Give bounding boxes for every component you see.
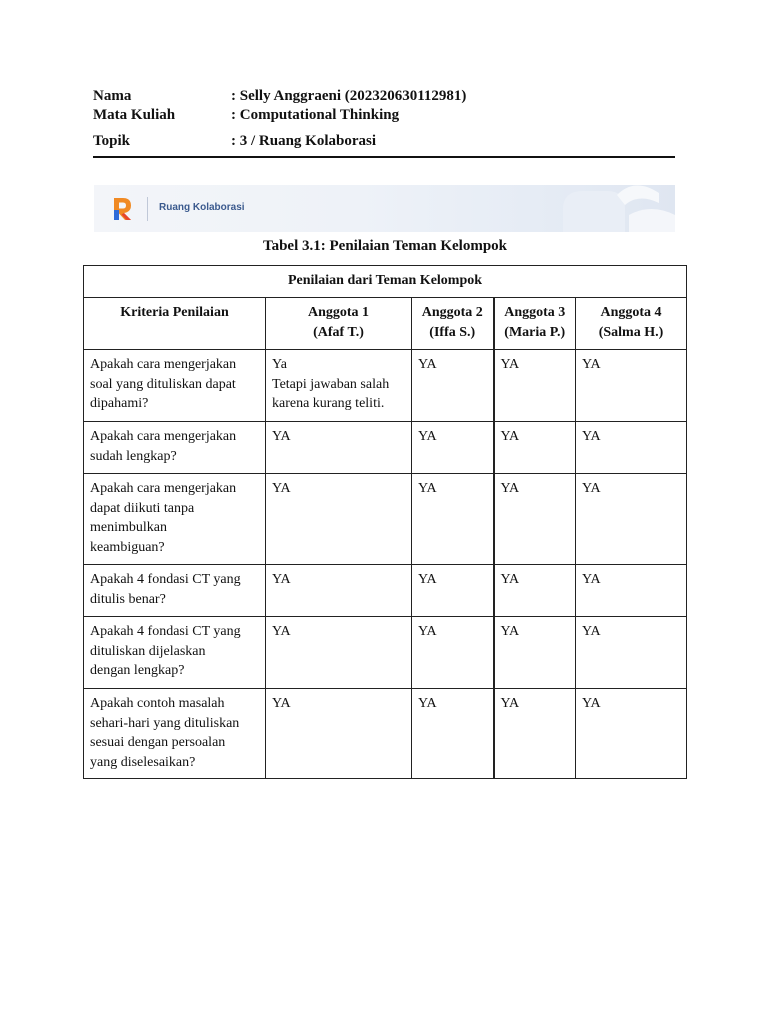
document-header: [93, 87, 675, 151]
criterion-line: Apakah cara mengerjakan: [90, 481, 237, 496]
header-row-mata-kuliah: [93, 106, 675, 125]
column-header-row: [84, 298, 687, 350]
answer-line: YA: [500, 624, 520, 639]
criterion-line: soal yang dituliskan dapat: [90, 376, 236, 392]
answer-line: YA: [418, 696, 437, 711]
table-row: [84, 422, 687, 474]
criterion-line: keambiguan?: [90, 539, 165, 555]
criterion-line: menimbulkan: [90, 520, 167, 535]
table-title: Penilaian dari Teman Kelompok: [84, 266, 687, 298]
answer-line: YA: [582, 624, 601, 639]
criterion-line: sesuai dengan persoalan: [90, 735, 226, 750]
criterion-cell: [84, 474, 266, 565]
answer-line: karena kurang teliti.: [272, 396, 385, 411]
criterion-line: sehari-hari yang dituliskan: [90, 715, 240, 731]
criterion-line: yang diselesaikan?: [90, 754, 196, 770]
table-row: [84, 617, 687, 689]
answer-line: YA: [272, 624, 291, 639]
criterion-line: sudah lengkap?: [90, 448, 177, 464]
answer-cell-member-2: [412, 422, 494, 474]
criterion-line: dapat diikuti tanpa: [90, 500, 195, 516]
answer-line: YA: [500, 357, 520, 372]
answer-line: YA: [500, 696, 520, 711]
criterion-cell: [84, 565, 266, 617]
answer-line: Tetapi jawaban salah: [272, 376, 390, 392]
answer-cell-member-4: [576, 350, 687, 422]
header-label-mata-kuliah: Mata Kuliah: [93, 107, 176, 123]
column-header-member-2: Anggota 2 (Iffa S.): [412, 298, 494, 350]
answer-line: YA: [418, 481, 437, 496]
answer-line: YA: [418, 357, 437, 372]
criterion-line: Apakah contoh masalah: [90, 696, 225, 711]
peer-assessment-table: [83, 265, 687, 779]
criterion-line: Apakah cara mengerjakan: [90, 429, 237, 444]
header-divider: [93, 156, 675, 158]
banner-decoration: [555, 185, 675, 232]
answer-cell-member-3: [494, 617, 576, 689]
answer-line: YA: [272, 696, 291, 711]
header-value-mata-kuliah: : Computational Thinking: [231, 107, 400, 123]
column-header-member-1: Anggota 1 (Afaf T.): [266, 298, 412, 350]
answer-line: YA: [272, 572, 291, 587]
column-header-criteria: Kriteria Penilaian: [84, 298, 266, 350]
criterion-line: Apakah cara mengerjakan: [90, 357, 237, 372]
answer-cell-member-3: [494, 422, 576, 474]
answer-line: YA: [418, 429, 437, 444]
answer-cell-member-4: [576, 474, 687, 565]
column-header-member-4: Anggota 4 (Salma H.): [576, 298, 687, 350]
answer-line: YA: [500, 572, 520, 587]
answer-cell-member-1: [266, 617, 412, 689]
banner-divider: [147, 197, 148, 221]
ruang-kolaborasi-banner: [94, 185, 675, 232]
answer-line: YA: [272, 429, 291, 444]
header-row-topik: [93, 132, 675, 151]
answer-cell-member-1: [266, 350, 412, 422]
answer-cell-member-4: [576, 422, 687, 474]
answer-cell-member-4: [576, 617, 687, 689]
answer-line: YA: [582, 429, 601, 444]
answer-cell-member-2: [412, 474, 494, 565]
ruang-kolaborasi-logo-icon: [112, 196, 134, 222]
table-row: [84, 350, 687, 422]
answer-cell-member-1: [266, 474, 412, 565]
answer-cell-member-2: [412, 617, 494, 689]
answer-cell-member-1: [266, 422, 412, 474]
criterion-line: dituliskan dijelaskan: [90, 643, 206, 659]
criterion-cell: [84, 689, 266, 779]
answer-line: YA: [582, 357, 601, 372]
criterion-line: dengan lengkap?: [90, 663, 185, 678]
answer-line: YA: [582, 481, 601, 496]
criterion-cell: [84, 617, 266, 689]
table-row: [84, 474, 687, 565]
header-label-nama: Nama: [93, 88, 132, 104]
answer-line: YA: [272, 481, 291, 496]
answer-cell-member-2: [412, 689, 494, 779]
criterion-line: ditulis benar?: [90, 591, 166, 607]
header-value-nama: : Selly Anggraeni (202320630112981): [231, 88, 467, 104]
answer-line: Ya: [272, 357, 287, 372]
answer-line: YA: [500, 429, 520, 444]
banner-title: Ruang Kolaborasi: [159, 202, 245, 213]
criterion-line: Apakah 4 fondasi CT yang: [90, 624, 241, 639]
column-header-member-3: Anggota 3 (Maria P.): [494, 298, 576, 350]
criterion-cell: [84, 350, 266, 422]
header-row-nama: [93, 87, 675, 106]
criterion-line: Apakah 4 fondasi CT yang: [90, 572, 241, 587]
criterion-cell: [84, 422, 266, 474]
answer-cell-member-3: [494, 565, 576, 617]
header-value-topik: : 3 / Ruang Kolaborasi: [231, 133, 377, 149]
table-caption: Tabel 3.1: Penilaian Teman Kelompok: [262, 238, 508, 254]
answer-cell-member-3: [494, 350, 576, 422]
answer-line: YA: [418, 624, 437, 639]
answer-cell-member-2: [412, 565, 494, 617]
answer-line: YA: [582, 696, 601, 711]
answer-cell-member-1: [266, 565, 412, 617]
answer-cell-member-3: [494, 689, 576, 779]
header-label-topik: Topik: [93, 133, 130, 149]
answer-line: YA: [582, 572, 601, 587]
table-row: [84, 689, 687, 779]
answer-line: YA: [500, 481, 520, 496]
answer-cell-member-3: [494, 474, 576, 565]
answer-cell-member-1: [266, 689, 412, 779]
answer-cell-member-4: [576, 565, 687, 617]
criterion-line: dipahami?: [90, 396, 149, 411]
table-row: [84, 565, 687, 617]
answer-cell-member-2: [412, 350, 494, 422]
answer-cell-member-4: [576, 689, 687, 779]
answer-line: YA: [418, 572, 437, 587]
